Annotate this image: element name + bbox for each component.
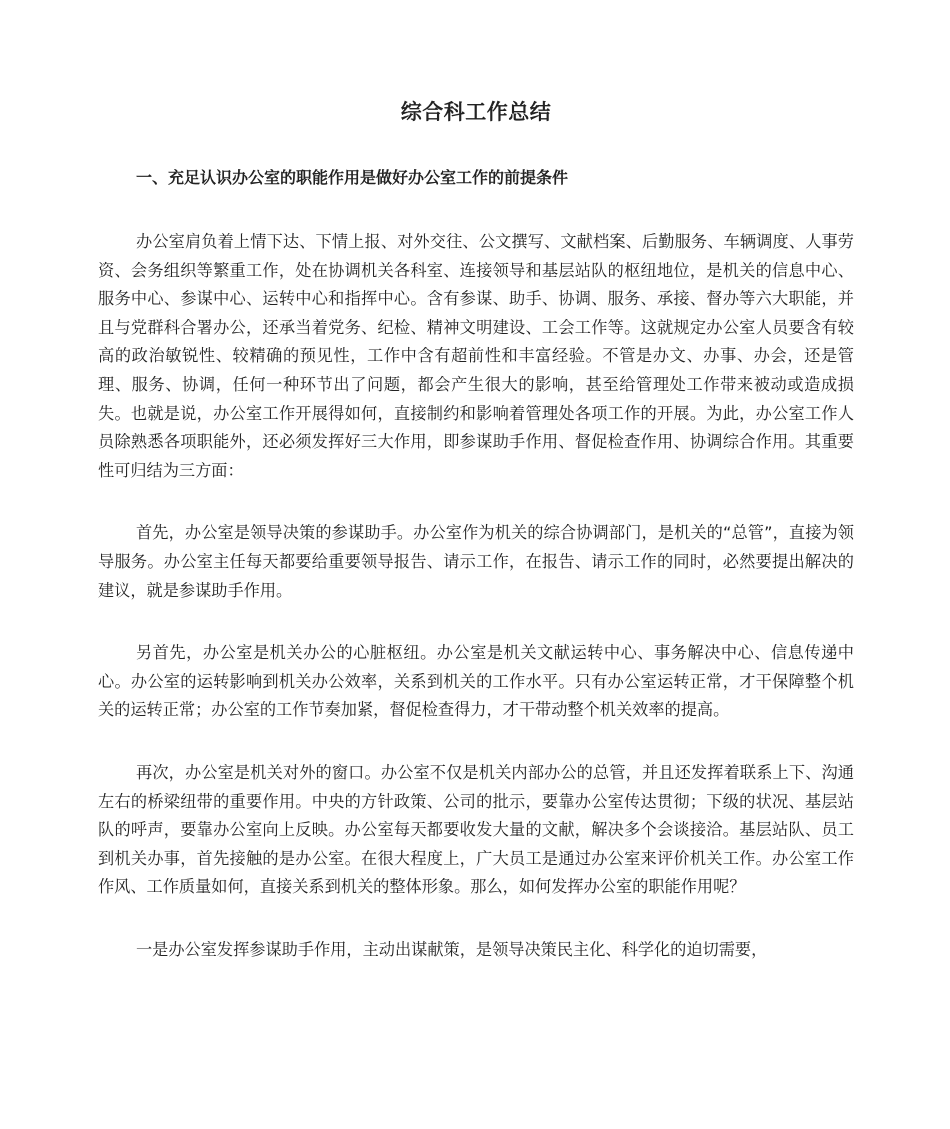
- paragraph-third-point: 再次，办公室是机关对外的窗口。办公室不仅是机关内部办公的总管，并且还发挥着联系上下、沟通左右的桥梁纽带的重要作用。中央的方针政策、公司的批示，要靠办公室传达贯彻；下级的状况、基层站队的呼声，要靠办公室向上反映。办公室每天都要收发大量的文献，解决多个会谈接洽。基层站队、员工到机关办事，首先接触的是办公室。在很大程度上，广大员工是通过办公室来评价机关工作。办公室工作作风、工作质量如何，直接关系到机关的整体形象。那么，如何发挥办公室的职能作用呢？: [98, 762, 854, 897]
- paragraph-advisor-role: 一是办公室发挥参谋助手作用，主动出谋献策，是领导决策民主化、科学化的迫切需要，: [136, 939, 768, 959]
- paragraph-second-point: 另首先，办公室是机关办公的心脏枢纽。办公室是机关文献运转中心、事务解决中心、信息传递中心。办公室的运转影响到机关办公效率，关系到机关的工作水平。只有办公室运转正常，才干保障整个机关的运转正常；办公室的工作节奏加紧，督促检查得力，才干带动整个机关效率的提高。: [98, 643, 854, 720]
- paragraph-duties: 办公室肩负着上情下达、下情上报、对外交往、公文撰写、文献档案、后勤服务、车辆调度、人事劳资、会务组织等繁重工作，处在协调机关各科室、连接领导和基层站队的枢纽地位，是机关的信息中心、服务中心、参谋中心、运转中心和指挥中心。含有参谋、助手、协调、服务、承接、督办等六大职能，并且与党群科合署办公，还承当着党务、纪检、精神文明建设、工会工作等。这就规定办公室人员要含有较高的政治敏锐性、较精确的预见性，工作中含有超前性和丰富经验。不管是办文、办事、办会，还是管理、服务、协调，任何一种环节出了问题，都会产生很大的影响，甚至给管理处工作带来被动或造成损失。也就是说，办公室工作开展得如何，直接制约和影响着管理处各项工作的开展。为此，办公室工作人员除熟悉各项职能外，还必须发挥好三大作用，即参谋助手作用、督促检查作用、协调综合作用。其重要性可归结为三方面：: [98, 232, 854, 480]
- document-title: 综合科工作总结: [400, 100, 552, 124]
- section-heading: 一、充足认识办公室的职能作用是做好办公室工作的前提条件: [136, 168, 569, 187]
- paragraph-first-point: 首先，办公室是领导决策的参谋助手。办公室作为机关的综合协调部门，是机关的“总管”，直接为领导服务。办公室主任每天都要给重要领导报告、请示工作，在报告、请示工作的同时，必然要提出解决的建议，就是参谋助手作用。: [98, 523, 854, 600]
